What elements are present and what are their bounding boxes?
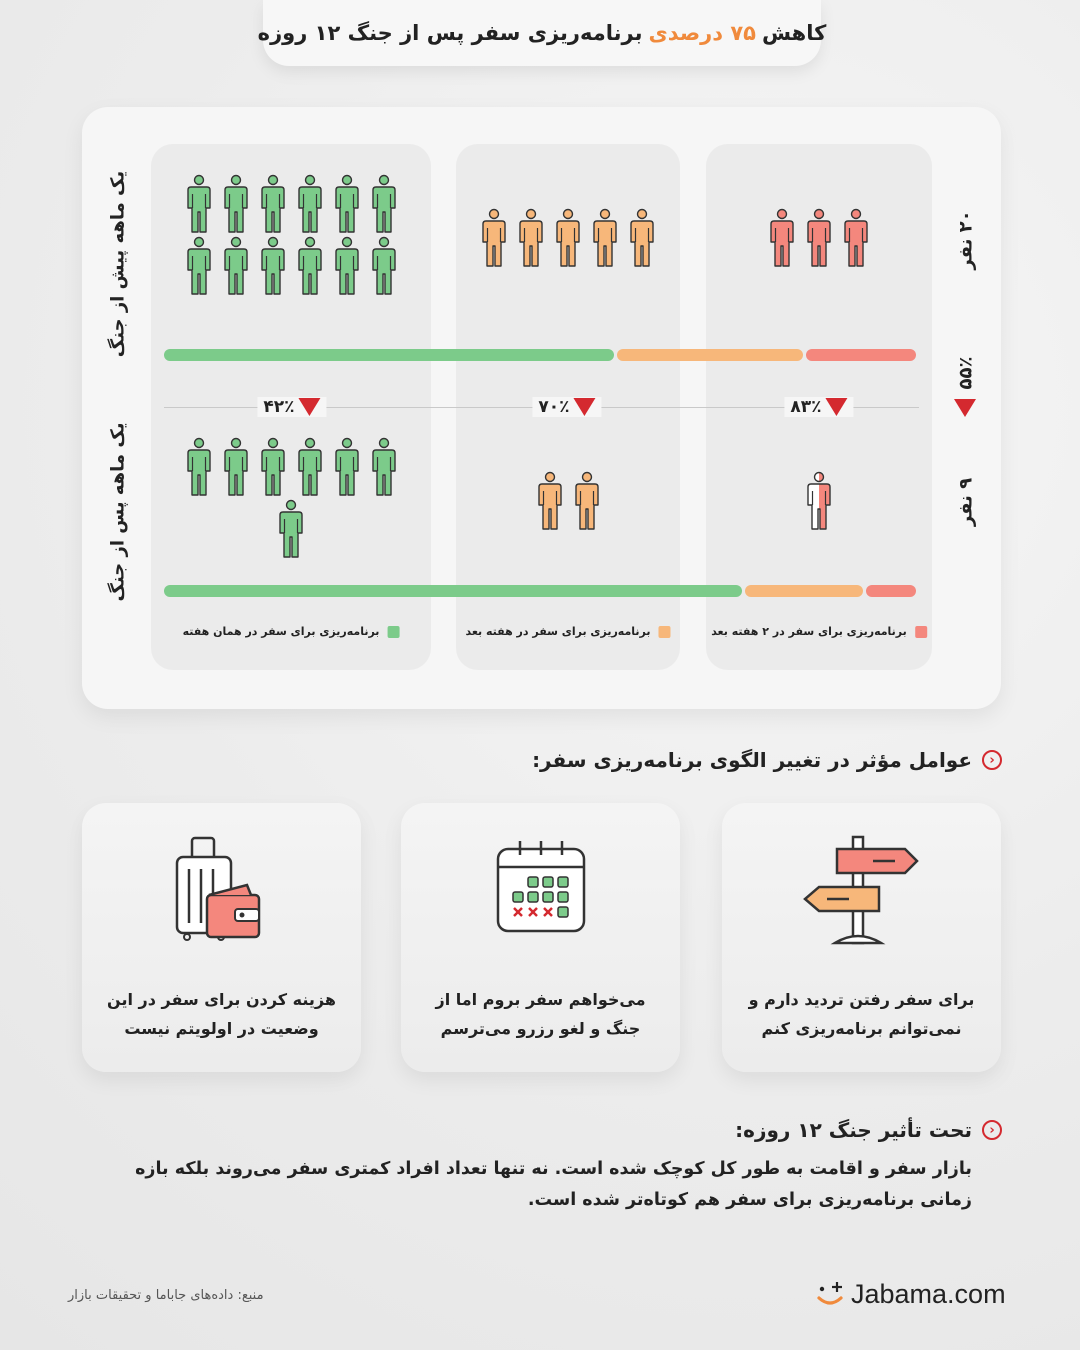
factor-card-fear xyxy=(401,803,680,1072)
person-icon xyxy=(476,208,513,270)
person-icon xyxy=(180,174,217,236)
impact-heading-text: تحت تأثیر جنگ ۱۲ روزه: xyxy=(735,1118,972,1142)
down-arrow-icon xyxy=(826,398,848,416)
person-icon xyxy=(531,471,568,533)
row-label-before: یک ماهه پیش از جنگ xyxy=(107,170,129,358)
person-icon xyxy=(217,236,254,298)
factor-line: وضعیت در اولویتم نیست xyxy=(124,1019,319,1038)
person-icon xyxy=(291,437,328,499)
factor-text-cost xyxy=(102,985,341,1043)
signpost-icon xyxy=(797,833,927,953)
person-icon xyxy=(254,236,291,298)
legend-swatch xyxy=(387,626,399,638)
count-before: ۲۰ نفر xyxy=(955,210,977,270)
factor-card-hesitation xyxy=(722,803,1001,1072)
factor-line: برای سفر رفتن تردید دارم و xyxy=(748,990,975,1009)
brand-logo xyxy=(815,1278,1006,1310)
person-icon xyxy=(254,437,291,499)
legend-swatch xyxy=(915,626,927,638)
person-icon xyxy=(365,174,402,236)
person-icon xyxy=(217,174,254,236)
bar-segment-two-weeks xyxy=(806,349,916,361)
title-accent: ۷۵ درصدی xyxy=(648,21,756,45)
person-icon xyxy=(273,499,310,561)
bar-segment-next-week xyxy=(617,349,803,361)
people-group-two-weeks-before xyxy=(706,208,932,270)
people-group-same-week-after xyxy=(178,437,404,561)
bar-segment-same-week xyxy=(164,585,742,597)
factor-text-fear xyxy=(421,985,660,1043)
people-group-next-week-after xyxy=(456,471,680,533)
drop-next-week xyxy=(532,397,601,417)
jabama-smile-icon xyxy=(815,1278,847,1310)
person-icon xyxy=(217,437,254,499)
legend-swatch xyxy=(659,626,671,638)
drop-two-weeks-value: ۸۳٪ xyxy=(790,397,822,417)
factor-line: نمی‌توانم برنامه‌ریزی کنم xyxy=(761,1019,962,1038)
down-arrow-icon xyxy=(299,398,321,416)
factor-text-hesitation xyxy=(742,985,981,1043)
person-icon xyxy=(801,208,838,270)
person-icon xyxy=(550,208,587,270)
person-icon xyxy=(568,471,605,533)
impact-heading xyxy=(735,1118,1002,1142)
drop-same-week xyxy=(257,397,326,417)
factor-line: جنگ و لغو رزرو می‌ترسم xyxy=(440,1019,641,1038)
person-icon xyxy=(328,437,365,499)
luggage-wallet-icon xyxy=(157,833,287,953)
source-note: منبع: داده‌های جاباما و تحقیقات بازار xyxy=(68,1288,264,1303)
person-icon xyxy=(254,174,291,236)
legend-two-weeks xyxy=(711,625,927,638)
count-after: ۹ نفر xyxy=(955,477,977,527)
title-before: کاهش xyxy=(761,21,827,45)
title-after: برنامه‌ریزی سفر پس از جنگ ۱۲ روزه xyxy=(257,21,643,45)
chevron-left-icon: ‹ xyxy=(982,1120,1002,1140)
drop-two-weeks xyxy=(784,397,853,417)
legend-next-week xyxy=(465,625,670,638)
factors-heading-text: عوامل مؤثر در تغییر الگوی برنامه‌ریزی سفر: xyxy=(532,748,972,772)
page-title xyxy=(257,0,827,66)
person-icon xyxy=(365,236,402,298)
chevron-left-icon: ‹ xyxy=(982,750,1002,770)
person-icon xyxy=(365,437,402,499)
factors-heading xyxy=(532,748,1002,772)
legend-label: برنامه‌ریزی برای سفر در هفته بعد xyxy=(465,625,651,638)
person-icon xyxy=(764,208,801,270)
person-icon xyxy=(328,236,365,298)
legend-label: برنامه‌ریزی برای سفر در همان هفته xyxy=(182,625,380,638)
person-icon xyxy=(291,236,328,298)
person-icon xyxy=(328,174,365,236)
person-icon xyxy=(801,471,838,533)
person-icon xyxy=(587,208,624,270)
people-group-next-week-before xyxy=(456,208,680,270)
impact-body: بازار سفر و اقامت به طور کل کوچک شده است. نه تنها تعداد افراد کمتری سفر می‌روند بلکه بازه زمانی برنامه‌ریزی برای سفر هم کوتاه‌تر شده است. xyxy=(135,1159,972,1210)
bar-before xyxy=(164,349,919,361)
brand-name: Jabama.com xyxy=(851,1278,1006,1309)
bar-segment-two-weeks xyxy=(866,585,916,597)
legend-same-week xyxy=(183,625,400,638)
person-icon xyxy=(838,208,875,270)
person-icon xyxy=(624,208,661,270)
bar-after xyxy=(164,585,919,597)
legend-label: برنامه‌ریزی برای سفر در ۲ هفته بعد xyxy=(711,625,907,638)
bar-segment-same-week xyxy=(164,349,614,361)
factor-card-cost xyxy=(82,803,361,1072)
person-icon xyxy=(180,437,217,499)
down-arrow-icon xyxy=(574,398,596,416)
bar-segment-next-week xyxy=(745,585,863,597)
drop-next-week-value: ۷۰٪ xyxy=(538,397,570,417)
person-icon xyxy=(513,208,550,270)
person-icon xyxy=(180,236,217,298)
total-drop: ۵۵٪ xyxy=(955,356,977,390)
total-drop-arrow-icon xyxy=(954,399,976,417)
person-icon xyxy=(291,174,328,236)
factor-line: هزینه کردن برای سفر در این xyxy=(107,990,336,1009)
row-label-after: یک ماهه پس از جنگ xyxy=(107,422,129,602)
calendar-icon xyxy=(476,833,606,953)
factor-line: می‌خواهم سفر بروم اما از xyxy=(435,990,646,1009)
drop-same-week-value: ۴۲٪ xyxy=(263,397,295,417)
comparison-card xyxy=(82,107,1001,709)
people-group-same-week-before xyxy=(178,174,404,298)
people-group-two-weeks-after xyxy=(706,471,932,533)
